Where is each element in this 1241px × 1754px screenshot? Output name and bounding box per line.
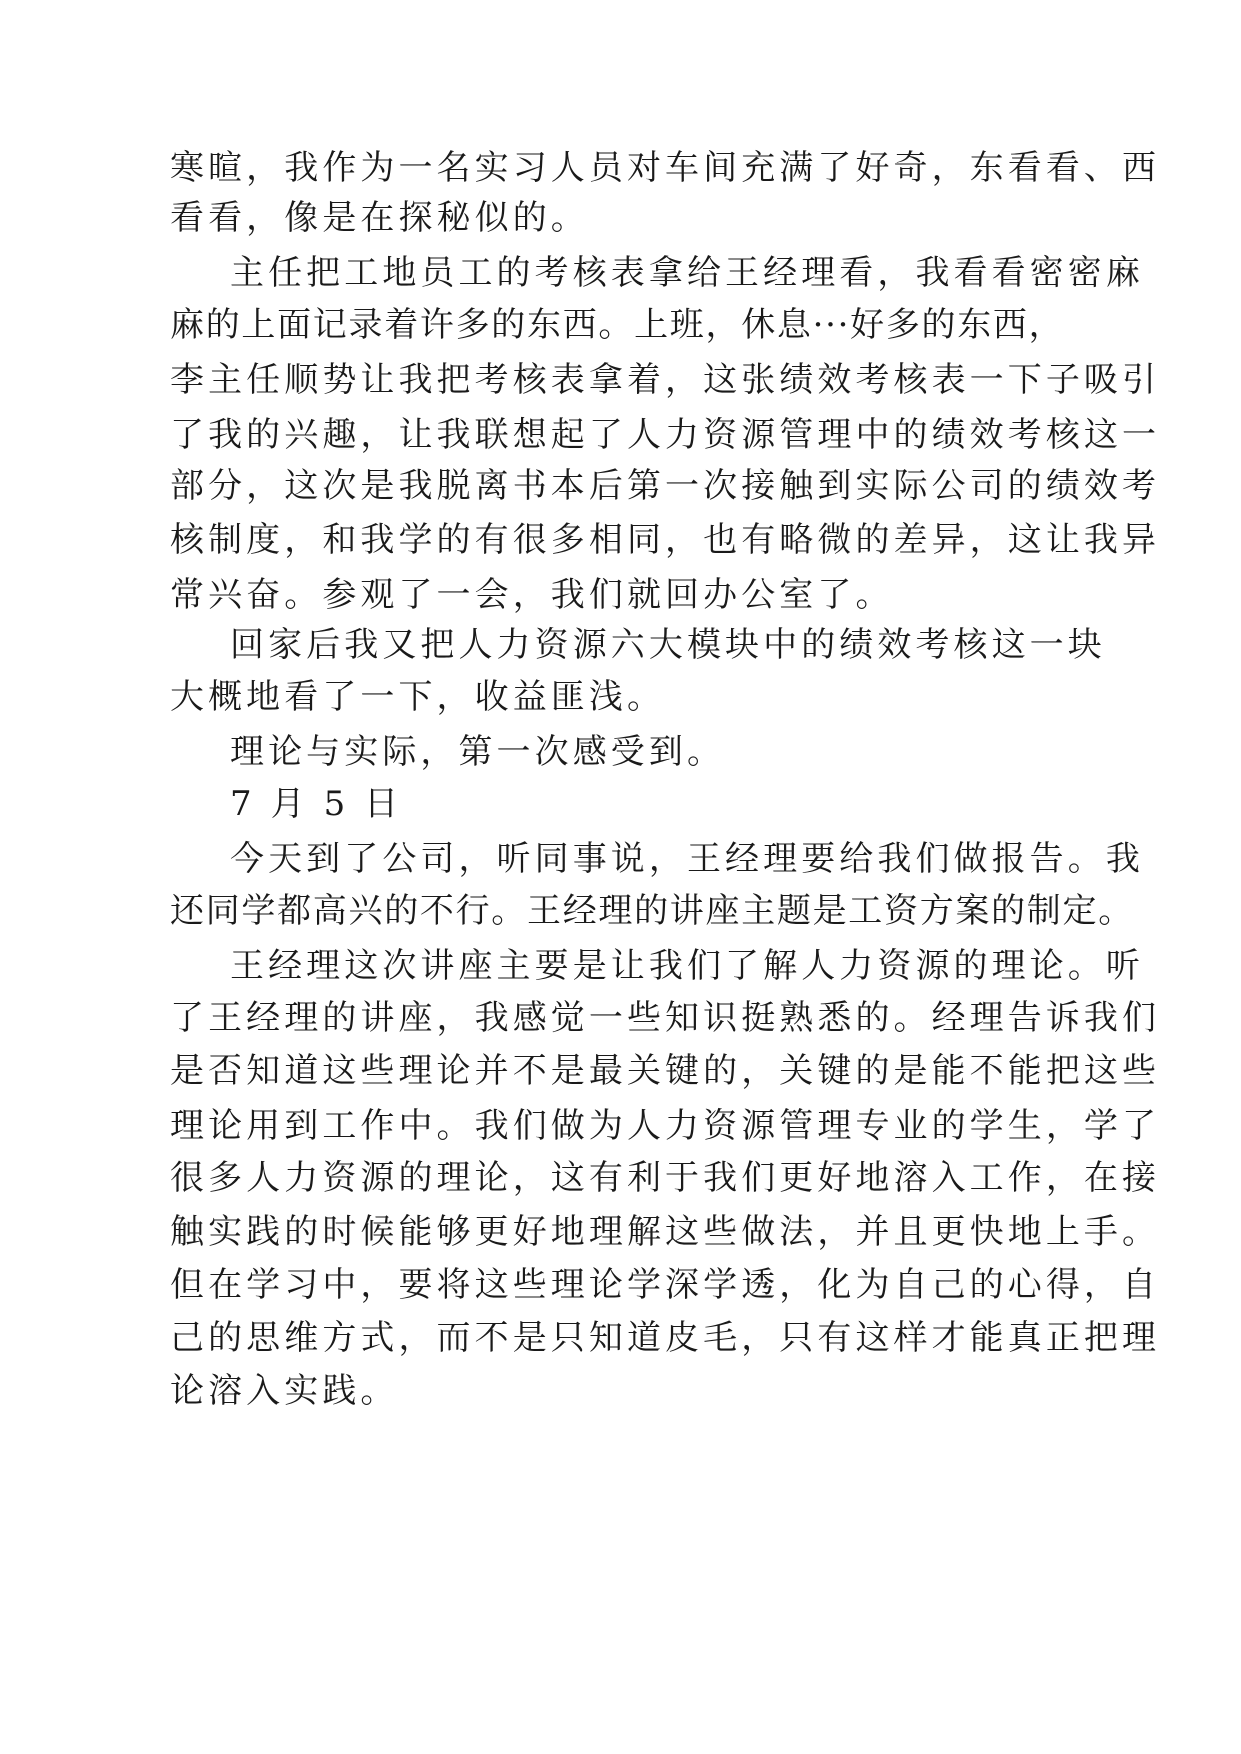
text-line: 今天到了公司，听同事说，王经理要给我们做报告。我 <box>230 839 1144 879</box>
text-line: 李主任顺势让我把考核表拿着，这张绩效考核表一下子吸引 <box>170 360 1161 400</box>
text-line: 了王经理的讲座，我感觉一些知识挺熟悉的。经理告诉我们 <box>170 998 1161 1038</box>
text-line: 己的思维方式，而不是只知道皮毛，只有这样才能真正把理 <box>170 1318 1161 1358</box>
text-line: 还同学都高兴的不行。王经理的讲座主题是工资方案的制定。 <box>170 891 1134 931</box>
date-heading: 7 月 5 日 <box>230 784 403 824</box>
text-line: 回家后我又把人力资源六大模块中的绩效考核这一块 <box>230 625 1106 665</box>
text-line: 看看，像是在探秘似的。 <box>170 198 589 238</box>
text-line: 麻的上面记录着许多的东西。上班，休息···好多的东西， <box>170 305 1065 345</box>
text-line: 寒暄，我作为一名实习人员对车间充满了好奇，东看看、西 <box>170 148 1161 188</box>
text-line: 了我的兴趣，让我联想起了人力资源管理中的绩效考核这一 <box>170 415 1161 455</box>
text-line: 很多人力资源的理论，这有利于我们更好地溶入工作，在接 <box>170 1158 1161 1198</box>
text-line: 论溶入实践。 <box>170 1371 399 1411</box>
text-line: 理论与实际，第一次感受到。 <box>230 732 726 772</box>
text-line: 但在学习中，要将这些理论学深学透，化为自己的心得，自 <box>170 1265 1161 1305</box>
text-line: 是否知道这些理论并不是最关键的，关键的是能不能把这些 <box>170 1051 1161 1091</box>
text-line: 主任把工地员工的考核表拿给王经理看，我看看密密麻 <box>230 253 1144 293</box>
text-line: 部分，这次是我脱离书本后第一次接触到实际公司的绩效考 <box>170 466 1161 506</box>
text-line: 理论用到工作中。我们做为人力资源管理专业的学生，学了 <box>170 1106 1161 1146</box>
text-line: 核制度，和我学的有很多相同，也有略微的差异，这让我异 <box>170 520 1161 560</box>
text-line: 触实践的时候能够更好地理解这些做法，并且更快地上手。 <box>170 1212 1161 1252</box>
text-line: 大概地看了一下，收益匪浅。 <box>170 677 666 717</box>
text-line: 常兴奋。参观了一会，我们就回办公室了。 <box>170 575 894 615</box>
text-line: 王经理这次讲座主要是让我们了解人力资源的理论。听 <box>230 946 1144 986</box>
